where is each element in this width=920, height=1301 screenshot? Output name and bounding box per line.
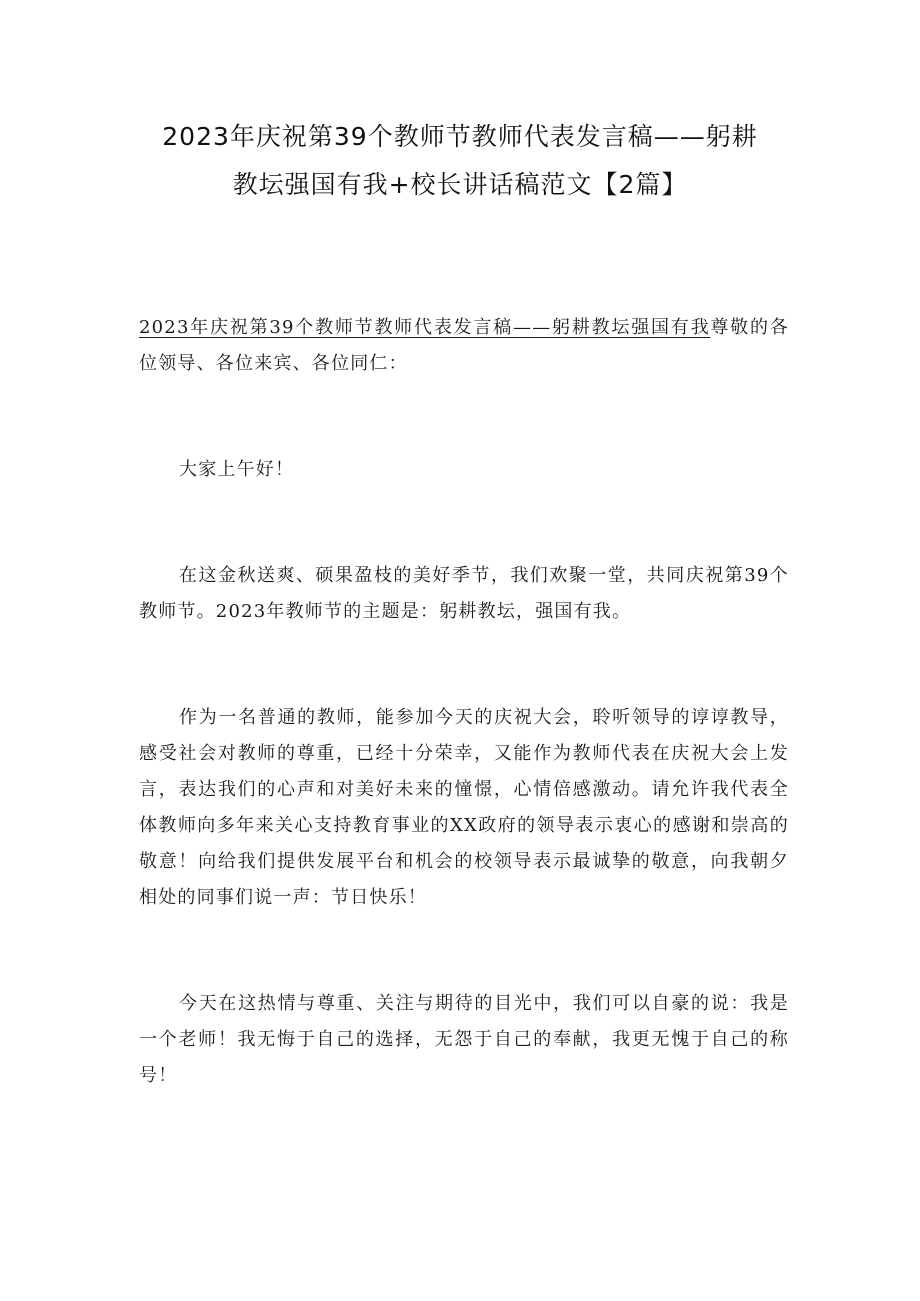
title-line-2: 教坛强国有我+校长讲话稿范文【2篇】 [232,170,688,199]
greeting-paragraph: 大家上午好！ [179,459,295,480]
body-paragraph-3: 今天在这热情与尊重、关注与期待的目光中，我们可以自豪的说：我是一个老师！我无悔于自己的选择，无怨于自己的奉献，我更无愧于自己的称号！ [139,993,789,1086]
document-body [139,310,789,1094]
intro-salutation: 尊敬的各位领导、各位来宾、各位同仁： [139,317,789,374]
intro-paragraph [139,310,789,382]
title-line-1: 2023年庆祝第39个教师节教师代表发言稿——躬耕 [162,122,758,151]
document-title [120,113,800,209]
body-paragraph-1: 在这金秋送爽、硕果盈枝的美好季节，我们欢聚一堂，共同庆祝第39个教师节。2023年教师节的主题是：躬耕教坛，强国有我。 [139,565,789,622]
body-paragraph-2: 作为一名普通的教师，能参加今天的庆祝大会，聆听领导的谆谆教导，感受社会对教师的尊重，已经十分荣幸，又能作为教师代表在庆祝大会上发言，表达我们的心声和对美好未来的憧憬，心情倍感激动。请允许我代表全体教师向多年来关心支持教育事业的XX政府的领导表示衷心的感谢和崇高的敬意！向给我们提供发展平台和机会的校领导表示最诚挚的敬意，向我朝夕相处的同事们说一声：节日快乐！ [139,707,789,908]
intro-underlined-heading: 2023年庆祝第39个教师节教师代表发言稿——躬耕教坛强国有我 [139,317,711,338]
